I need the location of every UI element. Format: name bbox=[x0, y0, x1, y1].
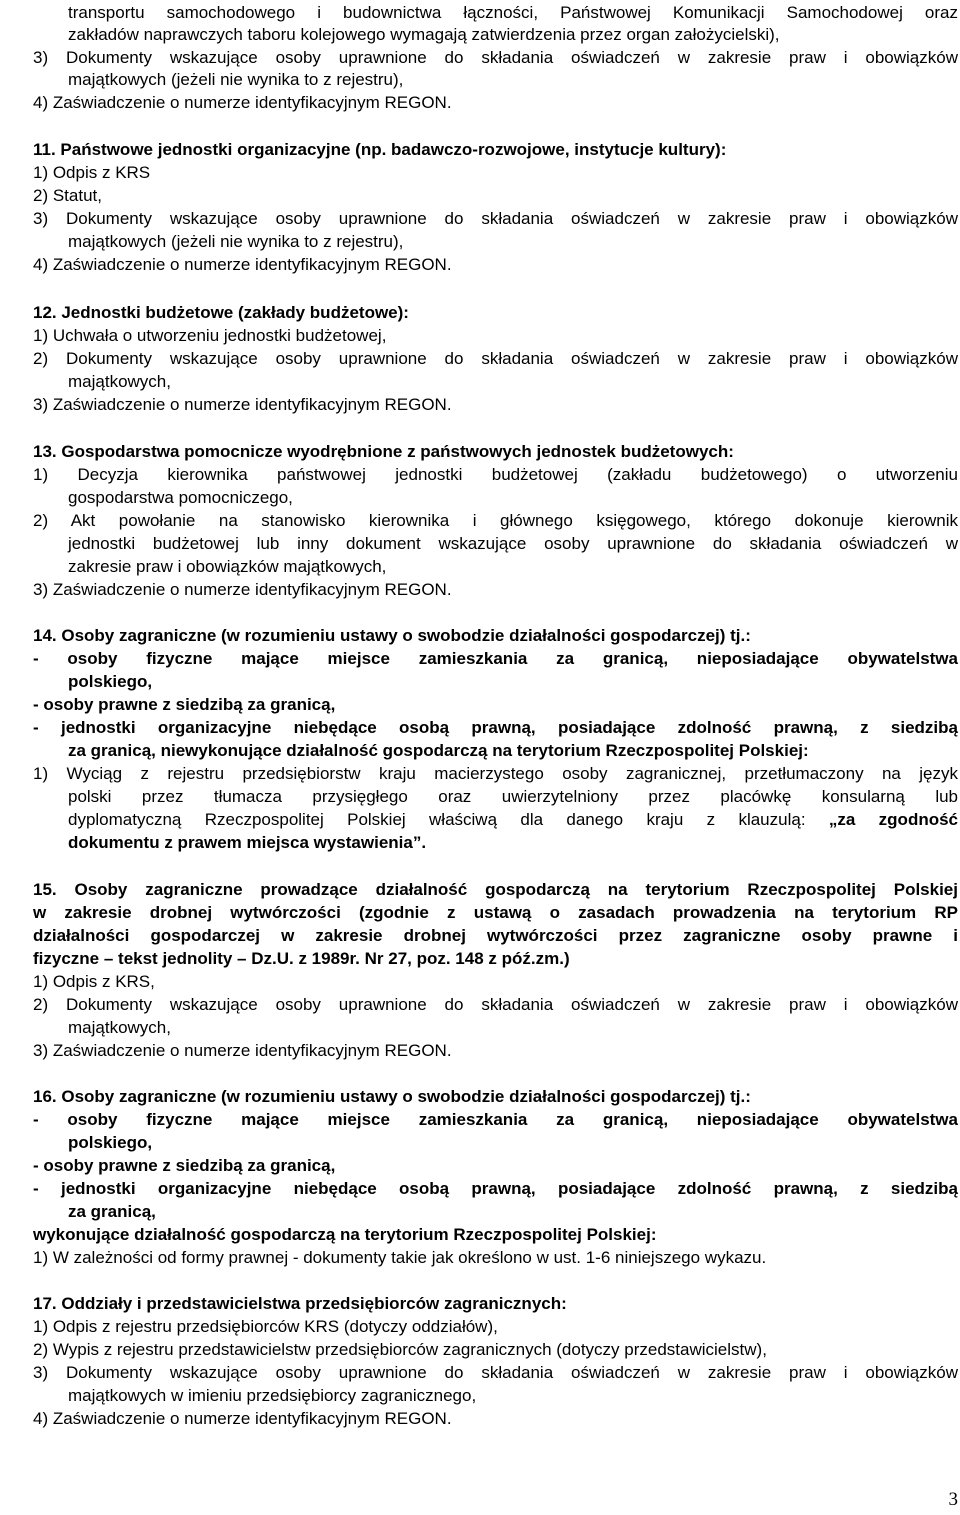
list-item: 4) Zaświadczenie o numerze identyfikacyjnym REGON. bbox=[33, 1409, 452, 1428]
text-line: zakładów naprawczych taboru kolejowego wymagają zatwierdzenia przez organ założycielski), bbox=[68, 25, 780, 44]
list-item: 3) Zaświadczenie o numerze identyfikacyjnym REGON. bbox=[33, 580, 452, 599]
text-line: w zakresie drobnej wytwórczości (zgodnie z ustawą o zasadach prowadzenia na terytorium RP bbox=[33, 903, 958, 922]
text-line: majątkowych (jeżeli nie wynika to z rejestru), bbox=[68, 70, 404, 89]
clause-text: dokumentu z prawem miejsca wystawienia”. bbox=[68, 833, 427, 852]
list-item: 1) Decyzja kierownika państwowej jednostki budżetowej (zakładu budżetowego) o utworzeniu bbox=[33, 465, 958, 484]
list-item: 4) Zaświadczenie o numerze identyfikacyjnym REGON. bbox=[33, 255, 452, 274]
text-line: polski przez tłumacza przysięgłego oraz uwierzytelniony przez placówkę konsularną lub bbox=[68, 787, 958, 806]
text-line: majątkowych (jeżeli nie wynika to z rejestru), bbox=[68, 232, 404, 251]
text-line: wykonujące działalność gospodarczą na terytorium Rzeczpospolitej Polskiej: bbox=[33, 1225, 657, 1244]
list-item: 1) Odpis z KRS bbox=[33, 163, 151, 182]
text-line: jednostki budżetowej lub inny dokument wskazujące osoby uprawnione do składania oświadczeń w bbox=[68, 534, 958, 553]
list-item: - osoby prawne z siedzibą za granicą, bbox=[33, 695, 336, 714]
page-number: 3 bbox=[948, 1489, 958, 1510]
section-heading-12: 12. Jednostki budżetowe (zakłady budżetowe): bbox=[33, 303, 409, 322]
list-item: 1) Wyciąg z rejestru przedsiębiorstw kraju macierzystego osoby zagranicznej, przetłumaczony na język bbox=[33, 764, 958, 783]
list-item: 2) Dokumenty wskazujące osoby uprawnione do składania oświadczeń w zakresie praw i obowiązków bbox=[33, 349, 958, 368]
clause-text: „za zgodność bbox=[828, 810, 959, 829]
list-item: 1) W zależności od formy prawnej - dokumenty takie jak określono w ust. 1-6 niniejszego wykazu. bbox=[33, 1248, 767, 1267]
list-item: 1) Uchwała o utworzeniu jednostki budżetowej, bbox=[33, 326, 387, 345]
list-item: 3) Dokumenty wskazujące osoby uprawnione do składania oświadczeń w zakresie praw i obowiązków bbox=[33, 48, 958, 67]
section-heading-13: 13. Gospodarstwa pomocnicze wyodrębnione z państwowych jednostek budżetowych: bbox=[33, 442, 734, 461]
list-item: 1) Odpis z rejestru przedsiębiorców KRS (dotyczy oddziałów), bbox=[33, 1317, 498, 1336]
text-line: majątkowych, bbox=[68, 372, 171, 391]
text-line bbox=[68, 809, 958, 831]
list-item: - osoby fizyczne mające miejsce zamieszkania za granicą, nieposiadające obywatelstwa bbox=[33, 1110, 958, 1129]
list-item: - osoby fizyczne mające miejsce zamieszkania za granicą, nieposiadające obywatelstwa bbox=[33, 649, 958, 668]
list-item: 3) Dokumenty wskazujące osoby uprawnione do składania oświadczeń w zakresie praw i obowiązków bbox=[33, 209, 958, 228]
text-line: za granicą, bbox=[68, 1202, 156, 1221]
text-run: dyplomatyczną Rzeczpospolitej Polskiej właściwą dla danego kraju z klauzulą: bbox=[68, 810, 829, 829]
list-item: - jednostki organizacyjne niebędące osobą prawną, posiadające zdolność prawną, z siedzibą bbox=[33, 1179, 958, 1198]
text-line: fizyczne – tekst jednolity – Dz.U. z 1989r. Nr 27, poz. 148 z póź.zm.) bbox=[33, 949, 570, 968]
list-item: 2) Akt powołanie na stanowisko kierownika i głównego księgowego, którego dokonuje kierownik bbox=[33, 511, 958, 530]
section-heading-17: 17. Oddziały i przedstawicielstwa przedsiębiorców zagranicznych: bbox=[33, 1294, 567, 1313]
list-item: 4) Zaświadczenie o numerze identyfikacyjnym REGON. bbox=[33, 93, 452, 112]
section-heading-16: 16. Osoby zagraniczne (w rozumieniu ustawy o swobodzie działalności gospodarczej) tj.: bbox=[33, 1087, 751, 1106]
section-heading-15: 15. Osoby zagraniczne prowadzące działalność gospodarczą na terytorium Rzeczpospolitej Polskiej bbox=[33, 880, 958, 899]
list-item: 3) Zaświadczenie o numerze identyfikacyjnym REGON. bbox=[33, 1041, 452, 1060]
text-line: polskiego, bbox=[68, 672, 153, 691]
text-line: działalności gospodarczej w zakresie drobnej wytwórczości przez zagraniczne osoby prawne i bbox=[33, 926, 958, 945]
section-heading-11: 11. Państwowe jednostki organizacyjne (np. badawczo-rozwojowe, instytucje kultury): bbox=[33, 140, 727, 159]
text-line: zakresie praw i obowiązków majątkowych, bbox=[68, 557, 387, 576]
text-line: polskiego, bbox=[68, 1133, 153, 1152]
text-line: za granicą, niewykonujące działalność gospodarczą na terytorium Rzeczpospolitej Polskiej: bbox=[68, 741, 809, 760]
list-item: 2) Wypis z rejestru przedstawicielstw przedsiębiorców zagranicznych (dotyczy przedstawicielstw), bbox=[33, 1340, 767, 1359]
text-line: majątkowych w imieniu przedsiębiorcy zagranicznego, bbox=[68, 1386, 477, 1405]
list-item: - jednostki organizacyjne niebędące osobą prawną, posiadające zdolność prawną, z siedzibą bbox=[33, 718, 958, 737]
list-item: 3) Zaświadczenie o numerze identyfikacyjnym REGON. bbox=[33, 395, 452, 414]
text-line: majątkowych, bbox=[68, 1018, 171, 1037]
text-line: transportu samochodowego i budownictwa łączności, Państwowej Komunikacji Samochodowej oraz bbox=[68, 3, 958, 22]
list-item: - osoby prawne z siedzibą za granicą, bbox=[33, 1156, 336, 1175]
list-item: 3) Dokumenty wskazujące osoby uprawnione do składania oświadczeń w zakresie praw i obowiązków bbox=[33, 1363, 958, 1382]
list-item: 2) Dokumenty wskazujące osoby uprawnione do składania oświadczeń w zakresie praw i obowiązków bbox=[33, 995, 958, 1014]
list-item: 2) Statut, bbox=[33, 186, 102, 205]
text-line: gospodarstwa pomocniczego, bbox=[68, 488, 293, 507]
list-item: 1) Odpis z KRS, bbox=[33, 972, 155, 991]
section-heading-14: 14. Osoby zagraniczne (w rozumieniu ustawy o swobodzie działalności gospodarczej) tj.: bbox=[33, 626, 751, 645]
